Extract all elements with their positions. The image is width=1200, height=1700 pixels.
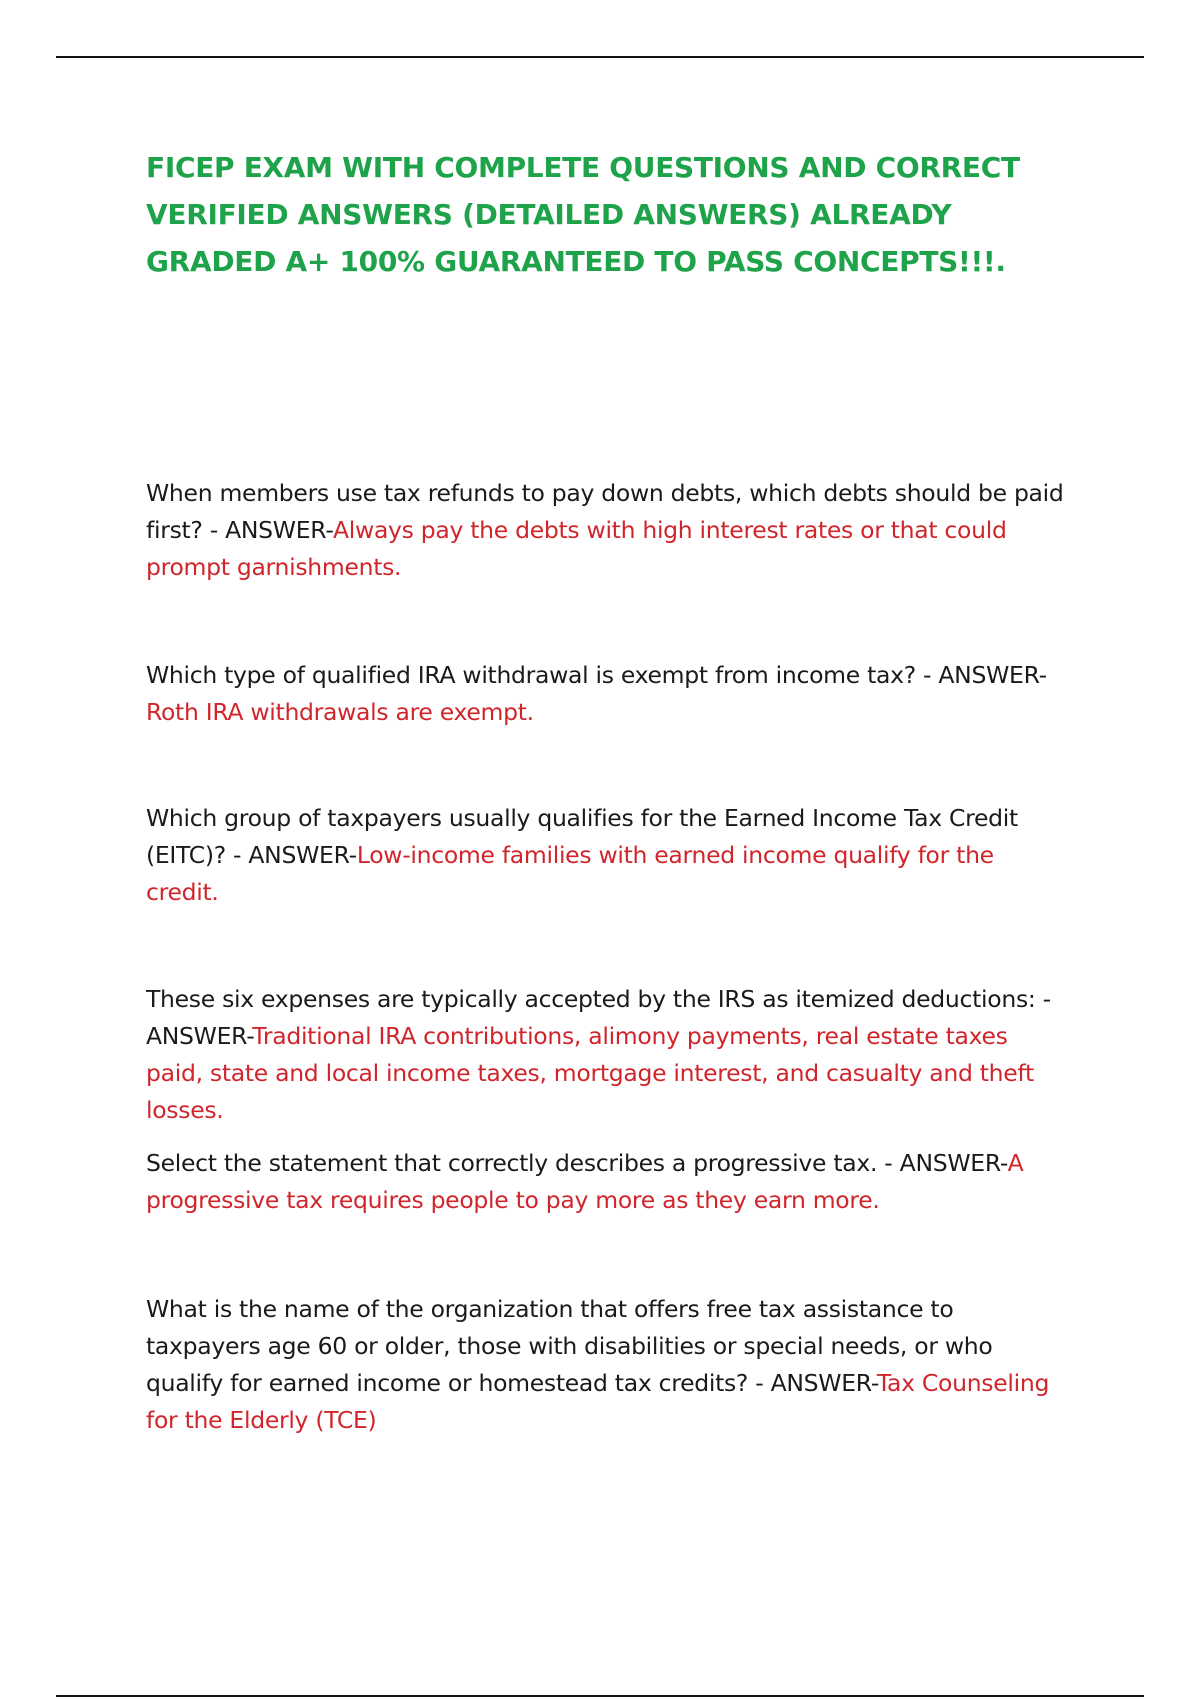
question-text: Which type of qualified IRA withdrawal is exempt from income tax? - (146, 661, 939, 689)
answer-text: Always pay the debts with high interest rates or that could prompt garnishments. (146, 516, 1007, 581)
qa-item (146, 800, 1066, 911)
answer-label: ANSWER- (770, 1369, 877, 1397)
qa-item (146, 1145, 1066, 1219)
answer-label: ANSWER- (225, 516, 334, 544)
question-text: Which group of taxpayers usually qualifies for the Earned Income Tax Credit (EITC)? - (146, 804, 1018, 869)
question-text: These six expenses are typically accepted by the IRS as itemized deductions: - (146, 985, 1051, 1013)
question-text: What is the name of the organization that offers free tax assistance to taxpayers age 60 or older, those with disabilities or special needs, or who qualify for earned income or homestead tax credits? - (146, 1295, 993, 1397)
qa-item (146, 1291, 1066, 1439)
qa-item (146, 981, 1066, 1129)
qa-item (146, 475, 1066, 586)
qa-item (146, 657, 1066, 731)
answer-text: Tax Counseling for the Elderly (TCE) (146, 1369, 1050, 1434)
answer-label: ANSWER- (938, 661, 1047, 689)
document-title: FICEP EXAM WITH COMPLETE QUESTIONS AND CORRECT VERIFIED ANSWERS (DETAILED ANSWERS) ALREADY GRADED A+ 100% GUARANTEED TO PASS CONCEPTS!!!. (146, 151, 1020, 278)
top-rule (56, 56, 1144, 58)
answer-label: ANSWER- (248, 841, 357, 869)
question-text: Select the statement that correctly describes a progressive tax. - (146, 1149, 900, 1177)
answer-label: ANSWER- (146, 1022, 253, 1050)
answer-text: Roth IRA withdrawals are exempt. (146, 698, 534, 726)
answer-text: A progressive tax requires people to pay more as they earn more. (146, 1149, 1024, 1214)
answer-text: Traditional IRA contributions, alimony payments, real estate taxes paid, state and local income taxes, mortgage interest, and casualty and theft losses. (146, 1022, 1034, 1124)
question-text: When members use tax refunds to pay down debts, which debts should be paid first? - (146, 479, 1064, 544)
answer-label: ANSWER- (899, 1149, 1008, 1177)
bottom-rule (56, 1695, 1144, 1697)
answer-text: Low-income families with earned income qualify for the credit. (146, 841, 994, 906)
